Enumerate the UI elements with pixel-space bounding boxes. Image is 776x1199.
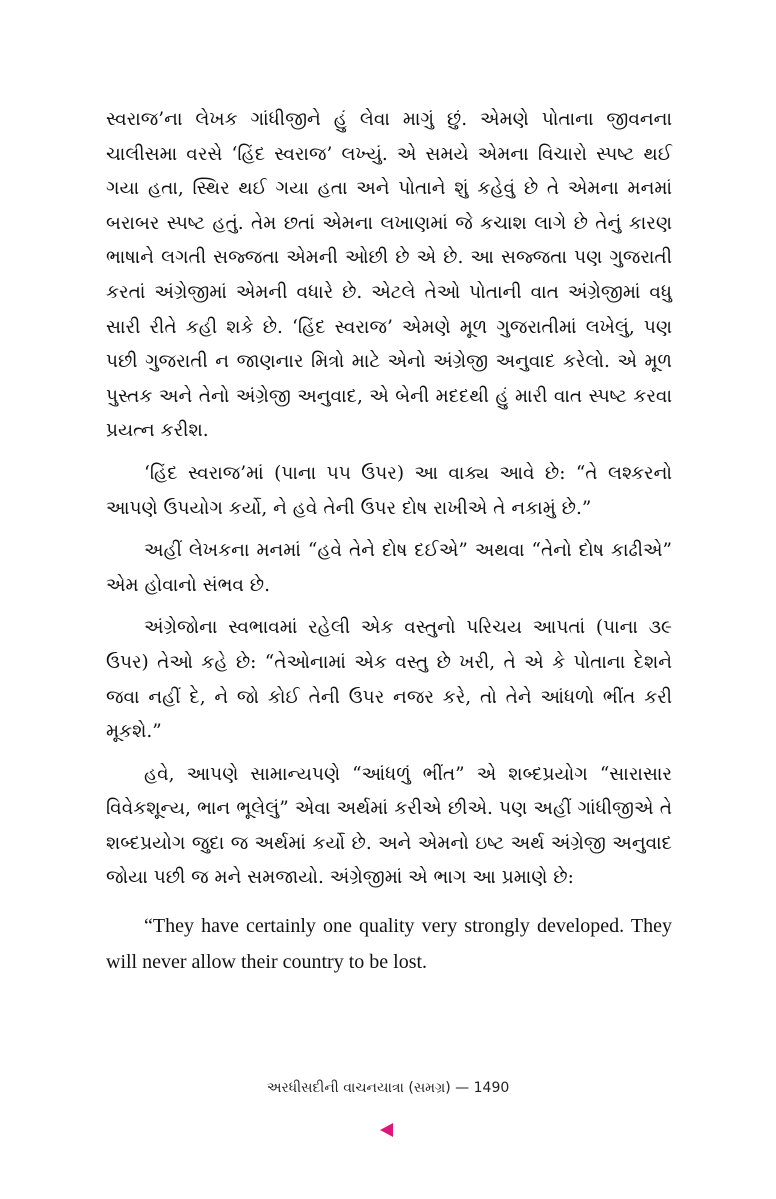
previous-page-arrow-icon[interactable] <box>380 1123 393 1137</box>
paragraph-2: ‘હિંદ સ્વરાજ’માં (પાના ૫૫ ઉપર) આ વાક્ય આવે છે: “તે લશ્કરનો આપણે ઉપયોગ કર્યો, ને હવે તેની ઉપર દોષ રાખીએ તે નકામું છે.” <box>106 462 672 519</box>
paragraph-5: હવે, આપણે સામાન્યપણે “આંધળું ભીંત” એ શબ્દપ્રયોગ “સારાસાર વિવેકશૂન્ય, ભાન ભૂલેલું” એવા અર્થમાં કરીએ છીએ. પણ અહીં ગાંધીજીએ તે શબ્દપ્રયોગ જુદા જ અર્થમાં કર્યો છે. અને એમનો ઇષ્ટ અર્થ અંગ્રેજી અનુવાદ જોયા પછી જ મને સમજાયો. અંગ્રેજીમાં એ ભાગ આ પ્રમાણે છે: <box>106 763 672 889</box>
paragraph-3: અહીં લેખકના મનમાં “હવે તેને દોષ દઈએ” અથવા “તેનો દોષ કાઢીએ” એમ હોવાનો સંભવ છે. <box>106 540 672 596</box>
english-quote: “They have certainly one quality very strongly developed. They will never allow their country to be lost. <box>106 915 672 974</box>
paragraph-1: સ્વરાજ’ના લેખક ગાંધીજીને હું લેવા માગું છું. એમણે પોતાના જીવનના ચાલીસમા વરસે ‘હિંદ સ્વરાજ’ લખ્યું. એ સમયે એમના વિચારો સ્પષ્ટ થઈ ગયા હતા, સ્થિર થઈ ગયા હતા અને પોતાને શું કહેવું છે તે એમના મનમાં બરાબર સ્પષ્ટ હતું. તેમ છતાં એમના લખાણમાં જે કચાશ લાગે છે તેનું કારણ ભાષાને લગતી સજ્જતા એમની ઓછી છે એ છે. આ સજ્જતા પણ ગુજરાતી કરતાં અંગ્રેજીમાં એમની વધારે છે. એટલે તેઓ પોતાની વાત અંગ્રેજીમાં વધુ સારી રીતે કહી શકે છે. ‘હિંદ સ્વરાજ’ એમણે મૂળ ગુજરાતીમાં લખેલું, પણ પછી ગુજરાતી ન જાણનાર મિત્રો માટે એનો અંગ્રેજી અનુવાદ કરેલો. એ મૂળ પુસ્તક અને તેનો અંગ્રેજી અનુવાદ, એ બેની મદદથી હું મારી વાત સ્પષ્ટ કરવા પ્રયત્ન કરીશ. <box>106 109 672 442</box>
page-body <box>106 103 672 988</box>
page-footer: અરધીસદીની વાચનયાત્રા (સમગ્ર) — 1490 <box>266 1080 510 1096</box>
paragraph-4: અંગ્રેજોના સ્વભાવમાં રહેલી એક વસ્તુનો પરિચય આપતાં (પાના ૩૯ ઉપર) તેઓ કહે છે: “તેઓનામાં એક વસ્તુ છે ખરી, તે એ કે પોતાના દેશને જવા નહીં દે, ને જો કોઈ તેની ઉપર નજર કરે, તો તેને આંધળો ભીંત કરી મૂકશે.” <box>106 617 672 743</box>
